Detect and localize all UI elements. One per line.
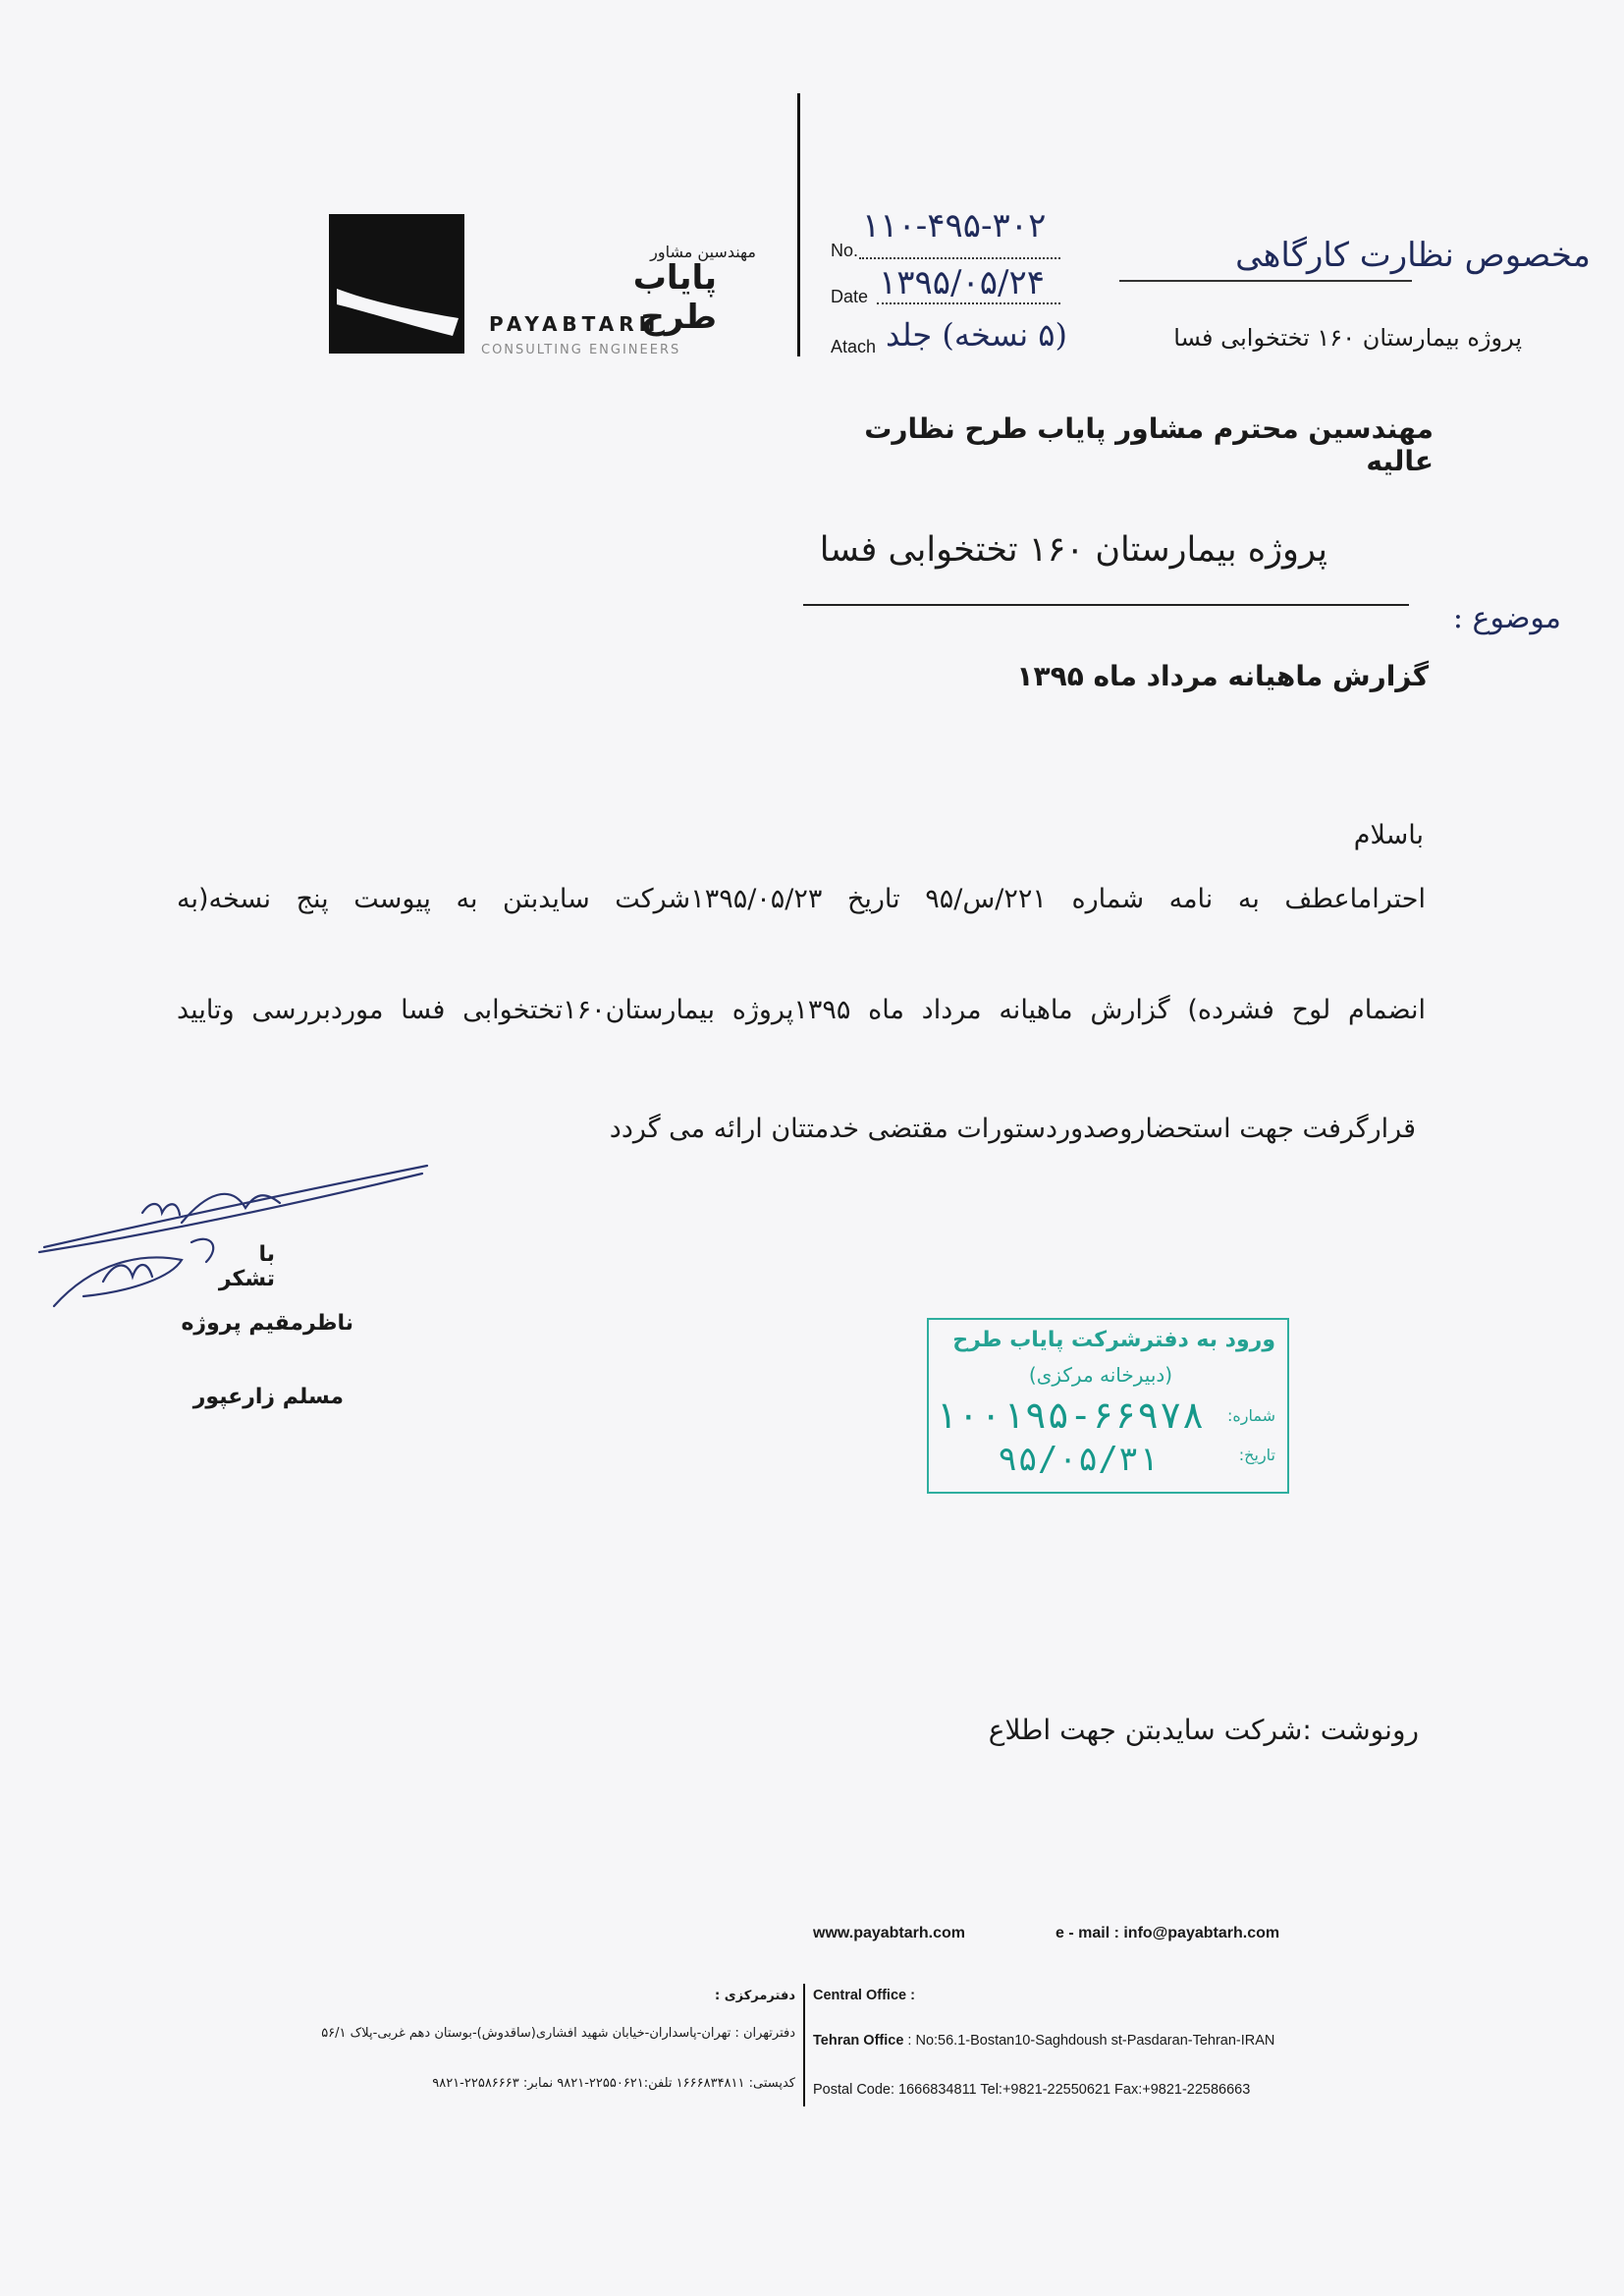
logo-fa-name: پایاب طرح — [632, 258, 717, 337]
footer-tehran-office-fa: دفترتهران : تهران-پاسداران-خیابان شهید افشاری(ساقدوش)-بوستان دهم غربی-پلاک ۵۶/۱ — [321, 2026, 795, 2041]
carbon-copy: رونوشت :شرکت سایدبتن جهت اطلاع — [988, 1714, 1419, 1746]
project-title: پروژه بیمارستان ۱۶۰ تختخوابی فسا — [819, 530, 1327, 570]
body-line-1: احتراماعطف به نامه شماره ۲۲۱/س/۹۵ تاریخ ۱۳۹۵/۰۵/۲۳شرکت سایدبتن به پیوست پنج نسخه(به — [177, 884, 1427, 914]
footer-central-office-en: Central Office : — [813, 1988, 915, 2003]
classification-underline — [1119, 280, 1412, 282]
addressee: مهندسین محترم مشاور پایاب طرح نظارت عالیه — [864, 412, 1434, 477]
closing-thanks: با تشکر — [218, 1242, 275, 1291]
footer-tehran-office-en — [813, 2033, 1274, 2049]
body-line-3: قرارگرفت جهت استحضاروصدوردستورات مقتضی خدمتتان ارائه می گردد — [609, 1114, 1416, 1144]
company-logo — [329, 214, 464, 354]
footer-website[interactable]: www.payabtarh.com — [813, 1925, 965, 1941]
footer-email[interactable]: e - mail : info@payabtarh.com — [1056, 1925, 1280, 1941]
date-label: Date — [831, 287, 869, 306]
logo-mark — [329, 214, 464, 354]
date-dotted-line — [877, 302, 1060, 304]
logo-en-subtitle: CONSULTING ENGINEERS — [481, 343, 681, 357]
signer-title: ناظرمقیم پروژه — [181, 1311, 353, 1336]
logo-fa-subtitle: مهندسین مشاور — [650, 243, 756, 261]
greeting: باسلام — [1353, 820, 1424, 850]
footer-central-office-fa: دفترمرکزی : — [715, 1989, 795, 2003]
classification-heading: مخصوص نظارت کارگاهی — [1235, 236, 1591, 275]
attachment-value: (۵ نسخه) جلد — [886, 316, 1067, 354]
subject: گزارش ماهیانه مرداد ماه ۱۳۹۵ — [1016, 660, 1429, 692]
stamp-subtitle: (دبیرخانه مرکزی) — [1028, 1363, 1173, 1387]
subject-label: موضوع : — [1452, 601, 1561, 635]
footer-divider — [803, 1984, 805, 2106]
footer-postal-fa: کدپستی: ۱۶۶۶۸۳۴۸۱۱ تلفن:۲۲۵۵۰۶۲۱-۹۸۲۱ نمابر: ۲۲۵۸۶۶۶۳-۹۸۲۱ — [432, 2076, 795, 2091]
footer-tehran-office-label: Tehran Office — [813, 2033, 904, 2049]
attachment-label: Atach — [831, 337, 877, 356]
stamp-number-label: شماره: — [1226, 1406, 1275, 1425]
letter-date: ۱۳۹۵/۰۵/۲۴ — [879, 263, 1046, 302]
number-dotted-line — [859, 257, 1060, 259]
body-line-2: انضمام لوح فشرده) گزارش ماهیانه مرداد ماه ۱۳۹۵پروژه بیمارستان۱۶۰تختخوابی فسا موردبررسی وتایید — [177, 995, 1427, 1025]
stamp-number: ۱۰۰۱۹۵-۶۶۹۷۸ — [935, 1394, 1205, 1437]
logo-en-name: PAYABTARH — [489, 312, 661, 336]
signer-name: مسلم زارعپور — [192, 1385, 344, 1409]
footer-tehran-office-address: : No:56.1-Bostan10-Saghdoush st-Pasdaran-Tehran-IRAN — [903, 2033, 1275, 2049]
stamp-date: ۹۵/۰۵/۳۱ — [998, 1440, 1159, 1479]
stamp-title: ورود به دفترشرکت پایاب طرح — [952, 1328, 1275, 1352]
header-project-line: پروژه بیمارستان ۱۶۰ تختخوابی فسا — [1173, 324, 1522, 352]
footer-postal-en: Postal Code: 1666834811 Tel:+9821-22550621 Fax:+9821-22586663 — [813, 2082, 1251, 2098]
subject-underline — [803, 604, 1409, 606]
number-label: No. — [831, 241, 859, 260]
stamp-date-label: تاریخ: — [1238, 1446, 1275, 1464]
letter-number: ۱۱۰-۴۹۵-۳۰۲ — [862, 206, 1047, 246]
receipt-stamp — [927, 1318, 1289, 1494]
header-divider — [797, 93, 800, 356]
